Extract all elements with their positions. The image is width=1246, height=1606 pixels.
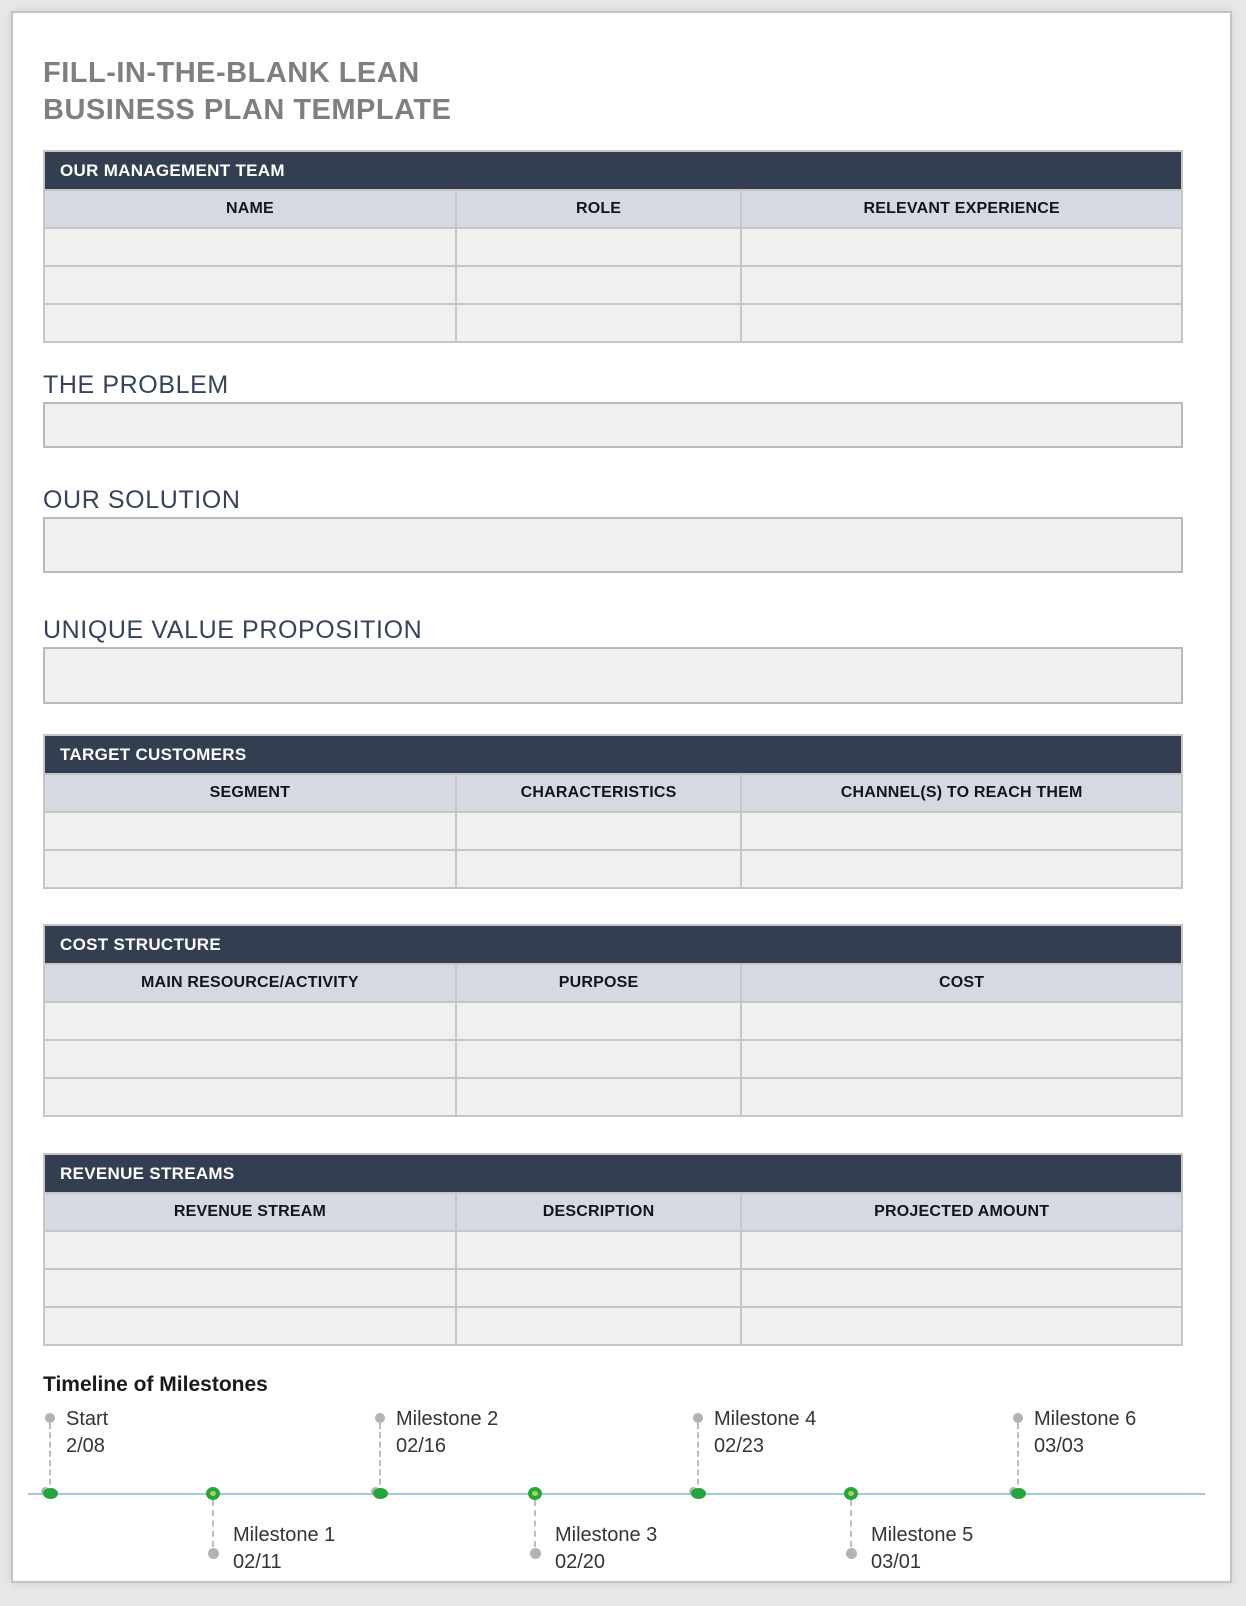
milestone-anchor-dot xyxy=(375,1413,385,1423)
milestone-date: 02/11 xyxy=(233,1551,282,1573)
empty-cell[interactable] xyxy=(742,267,1181,303)
unique-value-proposition-input-box[interactable] xyxy=(43,647,1183,704)
column-header: COST xyxy=(742,965,1181,1001)
column-header: MAIN RESOURCE/ACTIVITY xyxy=(45,965,455,1001)
milestone-label-block xyxy=(555,1522,657,1576)
milestone-label-block xyxy=(714,1406,816,1460)
table-title-bar: REVENUE STREAMS xyxy=(45,1155,1181,1192)
empty-cell[interactable] xyxy=(457,851,741,887)
page-title-line1: FILL-IN-THE-BLANK LEAN xyxy=(43,57,420,89)
section-our-solution xyxy=(43,487,1183,573)
empty-cell[interactable] xyxy=(742,229,1181,265)
column-header: PROJECTED AMOUNT xyxy=(742,1194,1181,1230)
empty-cell[interactable] xyxy=(45,1270,455,1306)
empty-cell[interactable] xyxy=(742,1270,1181,1306)
section-heading-our-solution: OUR SOLUTION xyxy=(43,486,241,514)
empty-cell[interactable] xyxy=(45,1079,455,1115)
milestone-label-block xyxy=(1034,1406,1136,1460)
milestone-label: Milestone 4 xyxy=(714,1408,817,1430)
milestone-connector-line xyxy=(697,1423,699,1494)
column-header: REVENUE STREAM xyxy=(45,1194,455,1230)
table-grid xyxy=(45,963,1181,1115)
empty-cell[interactable] xyxy=(45,267,455,303)
milestone-anchor-dot xyxy=(1013,1413,1023,1423)
milestone-marker-icon xyxy=(43,1488,58,1499)
milestone-label-block xyxy=(871,1522,973,1576)
empty-cell[interactable] xyxy=(45,1003,455,1039)
empty-cell[interactable] xyxy=(45,305,455,341)
milestone-date: 02/23 xyxy=(714,1435,765,1457)
empty-cell[interactable] xyxy=(742,1079,1181,1115)
table-title-bar: OUR MANAGEMENT TEAM xyxy=(45,152,1181,189)
milestone-anchor-dot xyxy=(45,1413,55,1423)
milestone-marker-icon xyxy=(528,1487,542,1500)
section-the-problem xyxy=(43,372,1183,448)
empty-cell[interactable] xyxy=(45,1308,455,1344)
milestone-label: Milestone 2 xyxy=(396,1408,499,1430)
column-header: RELEVANT EXPERIENCE xyxy=(742,191,1181,227)
milestone-label: Milestone 6 xyxy=(1034,1408,1137,1430)
column-header: CHARACTERISTICS xyxy=(457,775,741,811)
milestone-connector-line xyxy=(212,1500,214,1547)
page-title-line2: BUSINESS PLAN TEMPLATE xyxy=(43,94,452,126)
milestone-date: 02/16 xyxy=(396,1435,447,1457)
table-grid xyxy=(45,1192,1181,1344)
empty-cell[interactable] xyxy=(742,813,1181,849)
table-target-customers xyxy=(43,734,1183,889)
milestone-connector-line xyxy=(534,1500,536,1547)
timeline-title: Timeline of Milestones xyxy=(43,1373,268,1396)
milestone-connector-line xyxy=(850,1500,852,1547)
the-problem-input-box[interactable] xyxy=(43,402,1183,448)
empty-cell[interactable] xyxy=(742,1232,1181,1268)
table-title-bar: COST STRUCTURE xyxy=(45,926,1181,963)
column-header: ROLE xyxy=(457,191,741,227)
milestone-marker-icon xyxy=(691,1488,706,1499)
section-unique-value-proposition xyxy=(43,617,1183,704)
milestone-anchor-dot xyxy=(693,1413,703,1423)
column-header: PURPOSE xyxy=(457,965,741,1001)
milestone-marker-icon xyxy=(844,1487,858,1500)
column-header: NAME xyxy=(45,191,455,227)
milestone-date: 03/01 xyxy=(871,1551,922,1573)
milestone-anchor-dot xyxy=(530,1548,541,1559)
empty-cell[interactable] xyxy=(742,305,1181,341)
milestone-label: Milestone 1 xyxy=(233,1524,336,1546)
section-heading-unique-value-proposition: UNIQUE VALUE PROPOSITION xyxy=(43,616,423,644)
empty-cell[interactable] xyxy=(742,1308,1181,1344)
milestone-connector-line xyxy=(1017,1423,1019,1494)
empty-cell[interactable] xyxy=(457,305,741,341)
milestone-label: Start xyxy=(66,1408,109,1430)
milestone-marker-icon xyxy=(206,1487,220,1500)
milestone-connector-line xyxy=(379,1423,381,1494)
milestone-date: 2/08 xyxy=(66,1435,105,1457)
table-cost-structure xyxy=(43,924,1183,1117)
empty-cell[interactable] xyxy=(457,813,741,849)
milestone-anchor-dot xyxy=(846,1548,857,1559)
empty-cell[interactable] xyxy=(45,813,455,849)
table-our-management-team xyxy=(43,150,1183,343)
timeline-axis-line xyxy=(28,1493,1205,1495)
milestone-label: Milestone 3 xyxy=(555,1524,658,1546)
empty-cell[interactable] xyxy=(45,1232,455,1268)
table-title-bar: TARGET CUSTOMERS xyxy=(45,736,1181,773)
empty-cell[interactable] xyxy=(45,851,455,887)
empty-cell[interactable] xyxy=(742,1003,1181,1039)
timeline-of-milestones xyxy=(43,1373,1183,1576)
page-title xyxy=(43,55,1183,129)
section-heading-the-problem: THE PROBLEM xyxy=(43,371,229,399)
empty-cell[interactable] xyxy=(457,229,741,265)
milestone-marker-icon xyxy=(373,1488,388,1499)
our-solution-input-box[interactable] xyxy=(43,517,1183,573)
milestone-marker-icon xyxy=(1011,1488,1026,1499)
column-header: SEGMENT xyxy=(45,775,455,811)
milestone-label-block xyxy=(233,1522,335,1576)
empty-cell[interactable] xyxy=(457,1270,741,1306)
column-header: DESCRIPTION xyxy=(457,1194,741,1230)
milestone-connector-line xyxy=(49,1423,51,1494)
empty-cell[interactable] xyxy=(457,1232,741,1268)
empty-cell[interactable] xyxy=(457,1041,741,1077)
milestone-label-block xyxy=(396,1406,498,1460)
milestone-anchor-dot xyxy=(208,1548,219,1559)
empty-cell[interactable] xyxy=(457,1308,741,1344)
empty-cell[interactable] xyxy=(742,1041,1181,1077)
document-page xyxy=(11,11,1232,1583)
timeline-canvas xyxy=(43,1397,1183,1576)
table-grid xyxy=(45,773,1181,887)
empty-cell[interactable] xyxy=(45,229,455,265)
table-grid xyxy=(45,189,1181,341)
empty-cell[interactable] xyxy=(742,851,1181,887)
milestone-date: 02/20 xyxy=(555,1551,606,1573)
milestone-date: 03/03 xyxy=(1034,1435,1085,1457)
empty-cell[interactable] xyxy=(457,1003,741,1039)
milestone-label: Milestone 5 xyxy=(871,1524,974,1546)
empty-cell[interactable] xyxy=(457,267,741,303)
empty-cell[interactable] xyxy=(45,1041,455,1077)
column-header: CHANNEL(S) TO REACH THEM xyxy=(742,775,1181,811)
empty-cell[interactable] xyxy=(457,1079,741,1115)
table-revenue-streams xyxy=(43,1153,1183,1346)
milestone-label-block xyxy=(66,1406,108,1460)
